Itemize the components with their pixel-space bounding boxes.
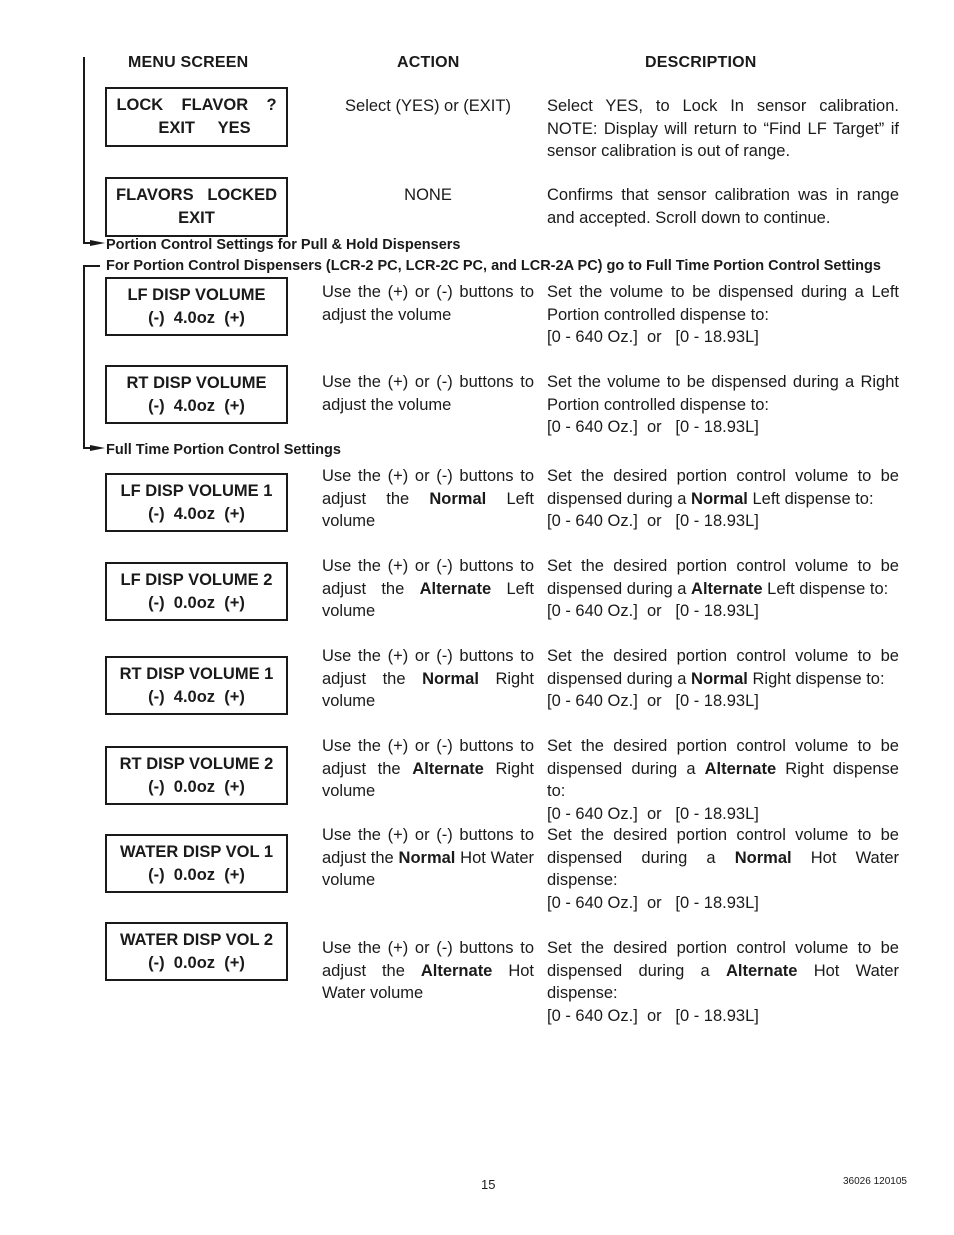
action-emphasis: Alternate — [419, 579, 492, 598]
screen-line-2: (-) 0.0oz (+) — [148, 593, 245, 612]
action-part: Use the (+) or (-) buttons to adjust the — [322, 557, 534, 598]
menu-screen-full-time-2 — [105, 562, 288, 621]
action-part: Left volume — [322, 579, 534, 620]
range-text: [0 - 640 Oz.] or [0 - 18.93L] — [547, 328, 759, 346]
description-body: Set the volume to be dispensed during a Right Portion controlled dispense to: — [547, 373, 899, 414]
action-part: Use the (+) or (-) buttons to adjust the — [322, 939, 534, 980]
screen-line-2: (-) 4.0oz (+) — [148, 687, 245, 706]
menu-screen-full-time-3 — [105, 656, 288, 715]
action-part: Use the (+) or (-) buttons to adjust the — [322, 737, 534, 778]
screen-line-2: (-) 4.0oz (+) — [148, 396, 245, 415]
screen-line-1: RT DISP VOLUME — [126, 373, 267, 392]
screen-line-1: LF DISP VOLUME — [127, 285, 266, 304]
action-emphasis: Normal — [398, 848, 456, 867]
section-title-pull-hold: Portion Control Settings for Pull & Hold Dispensers — [106, 237, 461, 253]
flow-line-top — [83, 57, 85, 242]
description-text: Select YES, to Lock In sensor calibration. NOTE: Display will return to “Find LF Target” if sensor calibration is out of range. — [547, 97, 899, 160]
screen-line-1: WATER DISP VOL 1 — [119, 842, 274, 861]
screen-line-2: (-) 0.0oz (+) — [148, 865, 245, 884]
description-emphasis: Alternate — [691, 579, 763, 598]
action-text: Use the (+) or (-) buttons to adjust the volume — [322, 283, 534, 324]
action-part: Use the (+) or (-) buttons to adjust the — [322, 826, 534, 867]
range-text: [0 - 640 Oz.] or [0 - 18.93L] — [547, 804, 759, 823]
description-body — [547, 555, 899, 600]
menu-screen-rt-disp-volume — [105, 365, 288, 424]
description-part: Set the desired portion control volume to be dispensed during a — [547, 939, 899, 980]
description-text — [547, 645, 899, 713]
description-text — [547, 465, 899, 533]
description-body — [547, 937, 899, 1005]
action-part: Right volume — [322, 759, 534, 800]
menu-screen-flavors-locked — [105, 177, 288, 237]
action-text — [322, 937, 534, 1005]
description-part: Left dispense to: — [767, 579, 889, 598]
range-text: [0 - 640 Oz.] or [0 - 18.93L] — [547, 418, 759, 436]
page-number: 15 — [481, 1177, 496, 1192]
description-part: Set the desired portion control volume to be dispensed during a — [547, 826, 899, 867]
description-part: Hot Water dispense: — [547, 961, 900, 1002]
description-emphasis: Normal — [691, 669, 748, 688]
screen-line-1: LF DISP VOLUME 1 — [120, 481, 273, 500]
description-body — [547, 735, 899, 803]
flow-line-mid-top — [83, 265, 100, 267]
description-part: Set the desired portion control volume to be dispensed during a — [547, 647, 899, 688]
screen-line-2: EXIT YES — [158, 119, 251, 137]
description-emphasis: Normal — [734, 848, 792, 867]
action-text — [322, 555, 534, 623]
description-text — [547, 824, 899, 914]
description-text — [547, 555, 899, 623]
menu-screen-lf-disp-volume — [105, 277, 288, 336]
action-emphasis: Alternate — [420, 961, 493, 980]
action-text: NONE — [404, 186, 452, 204]
action-emphasis: Normal — [422, 669, 479, 688]
description-body — [547, 824, 899, 892]
action-text — [322, 465, 534, 533]
description-part: Right dispense to: — [547, 759, 899, 800]
screen-line-2: (-) 4.0oz (+) — [148, 308, 245, 327]
action-text — [322, 824, 534, 892]
description-text: Confirms that sensor calibration was in range and accepted. Scroll down to continue. — [547, 186, 899, 227]
action-text — [322, 645, 534, 713]
menu-screen-lock-flavor — [105, 87, 288, 147]
description-part: Set the desired portion control volume to be dispensed during a — [547, 737, 899, 778]
screen-line-1: RT DISP VOLUME 1 — [119, 664, 274, 683]
screen-line-2: (-) 0.0oz (+) — [148, 777, 245, 796]
section-note-portion-control: For Portion Control Dispensers (LCR-2 PC, LCR-2C PC, and LCR-2A PC) go to Full Time Portion Control Settings — [106, 258, 881, 274]
section-title-full-time: Full Time Portion Control Settings — [106, 442, 341, 458]
action-part: Use the (+) or (-) buttons to adjust the — [322, 647, 534, 688]
flow-line-mid — [83, 265, 85, 448]
screen-line-1: WATER DISP VOL 2 — [119, 930, 274, 949]
screen-line-1: LOCK FLAVOR ? — [116, 96, 277, 114]
document-code: 36026 120105 — [843, 1176, 907, 1187]
action-part: Hot Water volume — [322, 961, 534, 1002]
arrow-right-icon — [90, 442, 106, 454]
arrow-right-icon — [90, 237, 106, 249]
menu-screen-full-time-5 — [105, 834, 288, 893]
description-text — [547, 937, 899, 1027]
description-body: Set the volume to be dispensed during a Left Portion controlled dispense to: — [547, 283, 899, 324]
action-part: Use the (+) or (-) buttons to adjust the — [322, 467, 534, 508]
header-menu-screen: MENU SCREEN — [128, 54, 249, 71]
range-text: [0 - 640 Oz.] or [0 - 18.93L] — [547, 1006, 759, 1025]
action-text: Select (YES) or (EXIT) — [345, 97, 511, 115]
description-text — [547, 371, 899, 439]
description-part: Set the desired portion control volume to be dispensed during a — [547, 557, 899, 598]
description-text — [547, 281, 899, 349]
range-text: [0 - 640 Oz.] or [0 - 18.93L] — [547, 893, 759, 912]
description-body — [547, 645, 899, 690]
description-body — [547, 465, 899, 510]
action-emphasis: Normal — [429, 489, 487, 508]
description-part: Hot Water dispense: — [547, 848, 899, 889]
menu-screen-full-time-1 — [105, 473, 288, 532]
menu-screen-full-time-6 — [105, 922, 288, 981]
screen-line-2: (-) 0.0oz (+) — [148, 953, 245, 972]
description-text — [547, 735, 899, 825]
range-text: [0 - 640 Oz.] or [0 - 18.93L] — [547, 692, 759, 710]
action-emphasis: Alternate — [412, 759, 484, 778]
action-part: Hot Water volume — [322, 848, 535, 889]
screen-line-1: FLAVORS LOCKED — [115, 186, 278, 204]
description-part: Left dispense to: — [752, 489, 874, 508]
menu-screen-full-time-4 — [105, 746, 288, 805]
action-part: Right volume — [322, 669, 534, 710]
description-part: Right dispense to: — [752, 669, 885, 688]
description-part: Set the desired portion control volume to be dispensed during a — [547, 467, 899, 508]
header-action: ACTION — [397, 54, 460, 71]
range-text: [0 - 640 Oz.] or [0 - 18.93L] — [547, 512, 759, 530]
description-emphasis: Alternate — [704, 759, 777, 778]
header-description: DESCRIPTION — [645, 54, 757, 71]
description-emphasis: Normal — [691, 489, 748, 508]
screen-line-1: LF DISP VOLUME 2 — [120, 570, 273, 589]
action-part: Left volume — [322, 489, 534, 530]
screen-line-2: (-) 4.0oz (+) — [148, 504, 245, 523]
screen-line-1: RT DISP VOLUME 2 — [119, 754, 274, 773]
action-text — [322, 735, 534, 803]
range-text: [0 - 640 Oz.] or [0 - 18.93L] — [547, 602, 759, 620]
screen-line-2: EXIT — [178, 209, 215, 227]
action-text: Use the (+) or (-) buttons to adjust the volume — [322, 373, 534, 414]
description-emphasis: Alternate — [725, 961, 798, 980]
